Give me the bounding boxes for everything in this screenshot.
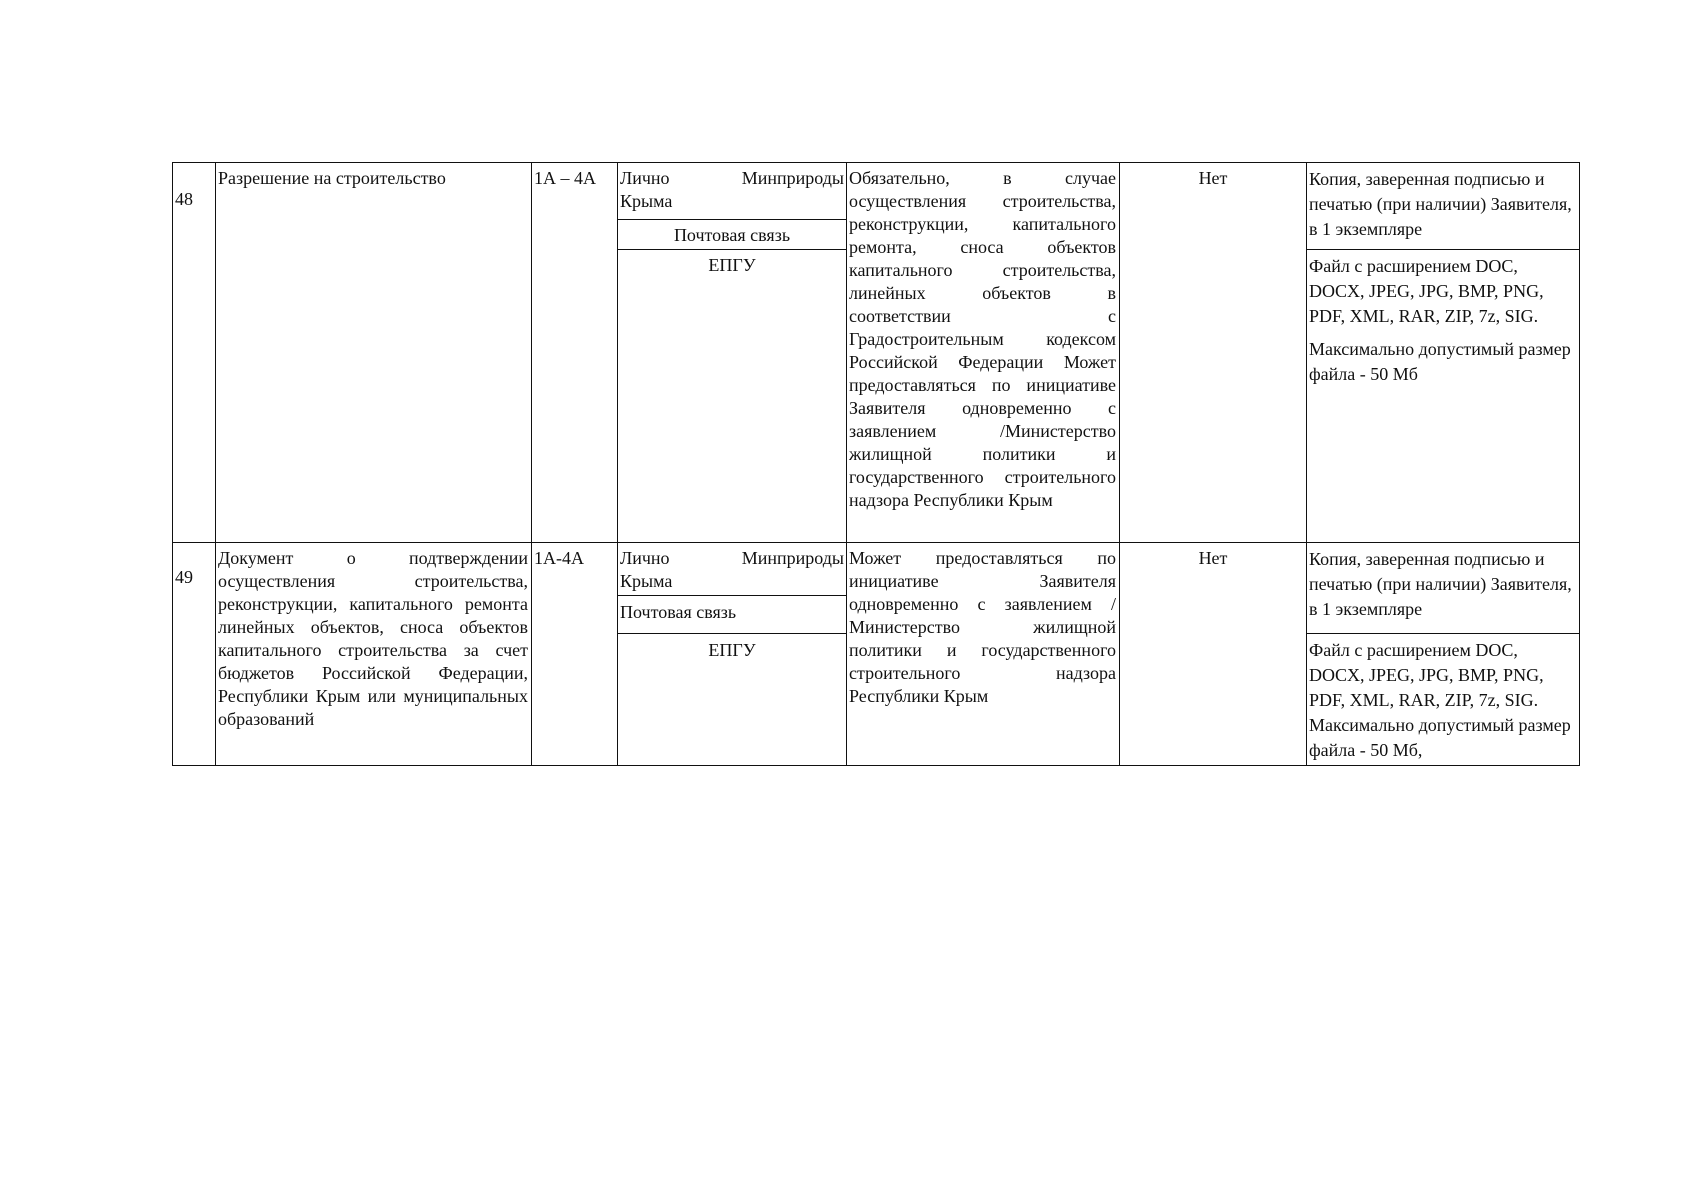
condition-text: Может предоставляться по инициативе Заявителя одновременно с заявлением / Министерство жилищной политики и государственного строительного надзора Республики Крым <box>849 548 1116 706</box>
file-size-text: Максимально допустимый размер файла - 50 Мб <box>1309 339 1571 384</box>
applicant-code: 1А-4А <box>534 548 584 568</box>
paper-requirements <box>1307 543 1579 633</box>
submission-channels-cell <box>618 543 847 765</box>
applicant-code-cell <box>532 163 618 543</box>
file-formats-text: Файл с расширением DOC, DOCX, JPEG, JPG, BMP, PNG, PDF, XML, RAR, ZIP, 7z, SIG. <box>1309 256 1544 326</box>
paper-requirements <box>1307 163 1579 249</box>
channel-personal-agency: Минприроды <box>741 548 844 568</box>
channel-epgu: ЕПГУ <box>618 249 846 543</box>
condition-text: Обязательно, в случае осуществления строительства, реконструкции, капитального ремонта, сноса объектов капитального строительства, линейных объектов в соответствии с Градостроительным кодексом Российской Федерации Может предоставляться по инициативе Заявителя одновременно с заявлением /Министерство жилищной политики и государственного строительного надзора Республики Крым <box>849 168 1116 510</box>
channel-personal-word: Лично <box>620 548 670 568</box>
file-requirements <box>1307 249 1579 543</box>
required-value: Нет <box>1198 548 1228 568</box>
condition-cell <box>847 543 1120 765</box>
required-cell <box>1120 163 1307 543</box>
row-number: 49 <box>175 567 193 587</box>
requirements-cell <box>1307 543 1580 765</box>
channel-post: Почтовая связь <box>618 219 846 249</box>
condition-cell <box>847 163 1120 543</box>
channel-personal <box>618 163 846 219</box>
file-size-text: Максимально допустимый размер файла - 50 Мб, <box>1309 715 1571 760</box>
row-number-cell <box>173 543 216 765</box>
channel-post: Почтовая связь <box>618 595 846 633</box>
row-number-cell <box>173 163 216 543</box>
document-name: Разрешение на строительство <box>218 168 446 188</box>
channel-personal-region: Крыма <box>620 571 673 591</box>
required-cell <box>1120 543 1307 765</box>
channel-personal <box>618 543 846 595</box>
paper-requirements-text: Копия, заверенная подписью и печатью (при наличии) Заявителя, в 1 экземпляре <box>1309 549 1572 619</box>
row-number: 48 <box>175 189 193 209</box>
channel-personal-word: Лично <box>620 168 670 188</box>
applicant-code: 1А – 4А <box>534 168 596 188</box>
channel-personal-region: Крыма <box>620 191 673 211</box>
channel-epgu: ЕПГУ <box>618 633 846 765</box>
table-row <box>172 162 1580 543</box>
channel-personal-agency: Минприроды <box>741 168 844 188</box>
required-value: Нет <box>1198 168 1228 188</box>
document-name: Документ о подтверждении осуществления строительства, реконструкции, капитального ремонта линейных объектов, сноса объектов капитального строительства за счет бюджетов Российской Федерации, Республики Крым или муниципальных образований <box>218 548 528 729</box>
submission-channels-cell <box>618 163 847 543</box>
applicant-code-cell <box>532 543 618 765</box>
file-requirements <box>1307 633 1579 765</box>
document-name-cell <box>216 543 532 765</box>
requirements-cell <box>1307 163 1580 543</box>
document-name-cell <box>216 163 532 543</box>
table-row <box>172 542 1580 766</box>
file-formats-text: Файл с расширением DOC, DOCX, JPEG, JPG, BMP, PNG, PDF, XML, RAR, ZIP, 7z, SIG. <box>1309 640 1544 710</box>
paper-requirements-text: Копия, заверенная подписью и печатью (при наличии) Заявителя, в 1 экземпляре <box>1309 169 1572 239</box>
